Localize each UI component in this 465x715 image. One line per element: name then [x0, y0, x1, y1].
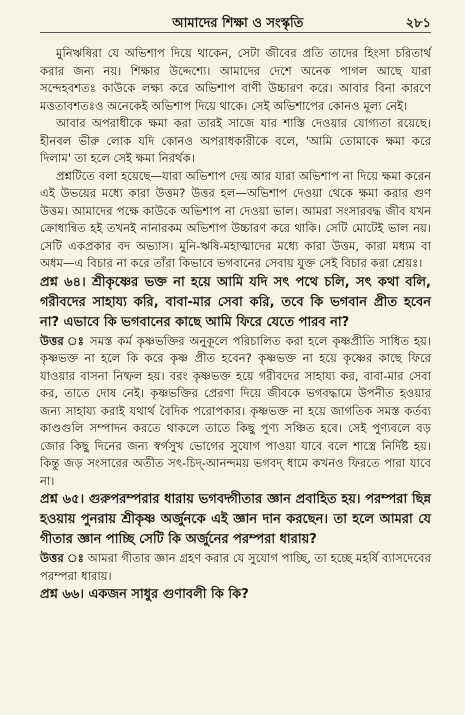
answer-64 — [40, 333, 431, 491]
header-rule — [40, 32, 431, 33]
answer-label: উত্তর ঃ — [40, 551, 85, 565]
paragraph: মুনিঋষিরা যে অভিশাপ দিয়ে থাকেন, সেটা জীবের প্রতি তাদের হিংসা চরিতার্থ করার জন্য নয়। শিক্ষার উদ্দেশ্যে। আমাদের দেশে অনেক পাগল আছে যারা সন্দেহবশতঃ কাউকে লক্ষ্য করে অভিশাপ বাণী উচ্চারণ করে। আবার বিনা কারণে মত্ততাবশতঃও অনেকেই অভিশাপ দিয়ে থাকে। সেই অভিশাপের কোনও মূল্য নেই। — [40, 46, 431, 113]
question-64: প্রশ্ন ৬৪। শ্রীকৃষ্ণের ভক্ত না হয়ে আমি যদি সৎ পথে চলি, সৎ কথা বলি, গরীবদের সাহায্য করি, বাবা-মার সেবা করি, তবে কি ভগবান প্রীত হবেন না? এভাবে কি ভগবানের কাছে আমি ফিরে যেতে পারব না? — [40, 274, 431, 330]
answer-text: আমরা গীতার জ্ঞান গ্রহণ করার যে সুযোগ পাচ্ছি, তা হচ্ছে মহর্ষি ব্যাসদেবের পরম্পরা ধারায়। — [40, 551, 432, 583]
paragraph: প্রশ্নটিতে বলা হয়েছে—যারা অভিশাপ দেয় আর যারা অভিশাপ না দিয়ে ক্ষমা করেন এই উভয়ের মধ্যে কারা উত্তম? উত্তর হল—অভিশাপ দেওয়া থেকে ক্ষমা করার গুণ উত্তম। আমাদের পক্ষে কাউকে অভিশাপ না দেওয়া ভাল। আমরা সংসারবদ্ধ জীব যখন ক্রোধান্বিত হই তখনই নানারকম অভিশাপ উচ্চারণ করে থাকি। সেটি মোটেই ভাল নয়। সেটি একপ্রকার বদ অভ্যাস। মুনি-ঋষি-মহাত্মাদের মধ্যে কারা উত্তম, কারা মধ্যম বা অধম—এ বিচার না করে তাঁরা কিভাবে ভগবানের সেবায় যুক্ত সেই বিচার করা শ্রেয়ঃ। — [40, 168, 431, 270]
answer-65 — [40, 550, 431, 585]
answer-text: সমস্ত কর্ম কৃষ্ণভক্তির অনুকূলে পরিচালিত করা হলে কৃষ্ণপ্রীতি সাধিত হয়। কৃষ্ণভক্ত না হলে কি করে কৃষ্ণ প্রীত হবেন? কৃষ্ণভক্ত না হয়ে কৃষ্ণের কাছে ফিরে যাওয়ার বাসনা নিষ্ফল হয়। বরং কৃষ্ণভক্ত হয়ে গরীবদের সাহায্য কর, বাবা-মার সেবা কর, তাতে দোষ নেই। কৃষ্ণভক্তির প্রেরণা দিয়ে জীবকে ভগবদ্ধামে উপনীত হওয়ার জন্য সাহায্য করাই যথার্থ বৈদিক পরোপকার। কৃষ্ণভক্ত না হয়ে জাগতিক সমস্ত কর্তব্য কাণ্ডগুলি সম্পাদন করতে থাকলে তাতে কিছু পুণ্য সঞ্চিত হবে। সেই পুণ্যবলে বড় জোর কিছু দিনের জন্য স্বর্গসুখ ভোগের সুযোগ পাওয়া যাবে বলে শাস্ত্রে নির্দিষ্ট হয়। কিন্তু জড় সংসারের অতীত সৎ-চিদ্-আনন্দময় ভগবদ্ ধামে কখনও ফিরতে পারা যাবে না। — [40, 333, 431, 488]
question-66: প্রশ্ন ৬৬। একজন সাধুর গুণাবলী কি কি? — [40, 587, 249, 602]
running-title: আমাদের শিক্ষা ও সংস্কৃতি — [172, 16, 304, 31]
paragraph: আবার অপরাধীকে ক্ষমা করা তারই সাজে যার শাস্তি দেওয়ার যোগ্যতা রয়েছে। হীনবল ভীরু লোক যদি কোনও অপরাধকারীকে বলে, 'আমি তোমাকে ক্ষমা করে দিলাম' তা হলে সেই ক্ষমা নিরর্থক। — [40, 116, 431, 165]
question-65: প্রশ্ন ৬৫। গুরুপরম্পরার ধারায় ভগবদ্গীতার জ্ঞান প্রবাহিত হয়। পরম্পরা ছিন্ন হওয়ায় পুনরায় শ্রীকৃষ্ণ অর্জুনকে এই জ্ঞান দান করছেন। তা হলে আমরা যে গীতার জ্ঞান পাচ্ছি সেটি কি অর্জুনের পরম্পরা ধারায়? — [40, 492, 431, 547]
answer-label: উত্তর ঃ — [40, 333, 86, 348]
page-body — [40, 45, 431, 605]
page-number: ২৮১ — [405, 16, 431, 31]
